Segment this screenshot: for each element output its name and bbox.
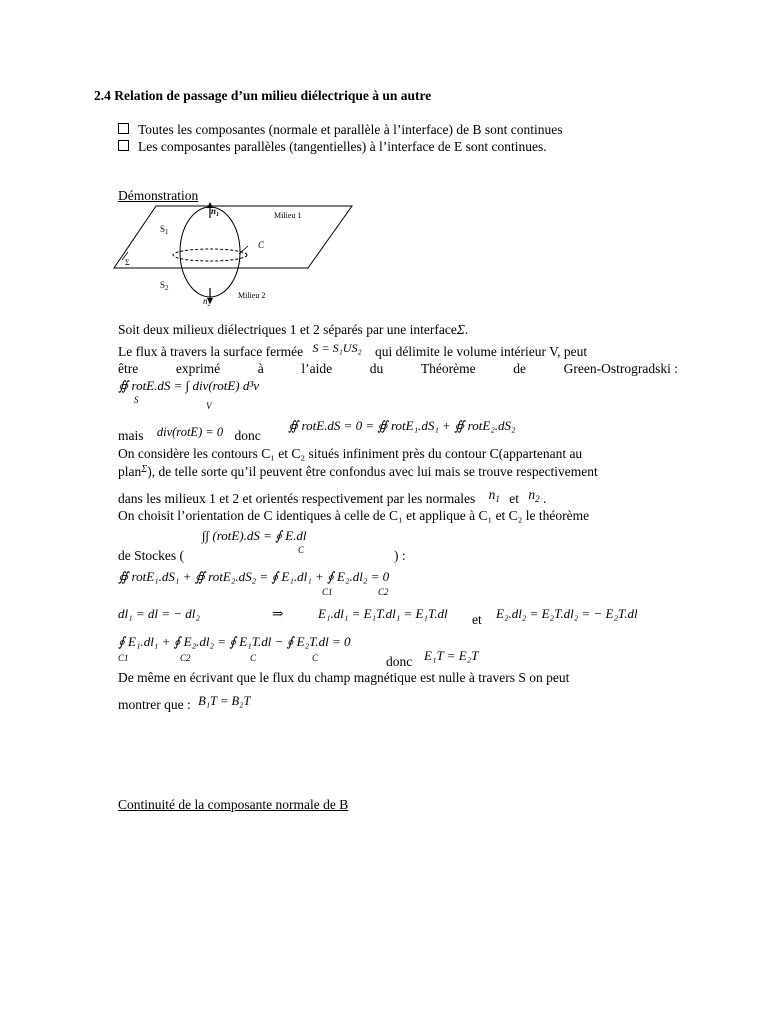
paragraph-line: être exprimé à l’aide du Théorème de Green-Ostrogradski :: [118, 361, 678, 376]
paragraph-line: On choisit l’orientation de C identiques à celle de C₁ et applique à C₁ et C₂ le théorème: [118, 508, 590, 523]
checkbox-icon: [118, 123, 129, 134]
equation-div-rot: div(rotE) = 0: [156, 425, 224, 439]
implies-symbol: ⇒: [272, 606, 284, 621]
s1-label: $S_1$: [160, 224, 169, 236]
paragraph-line: dans les milieux 1 et 2 et orientés respectivement par les normales $n_1$ et $n_2$ .: [118, 487, 547, 506]
interface-plane: [114, 206, 352, 268]
n1-label: $n_1$: [211, 206, 220, 218]
equation-e-continuity: E₁T = E₂T: [424, 648, 479, 663]
checkbox-icon: [118, 140, 129, 151]
paragraph-line: montrer que : B₁T = B₂T: [118, 694, 251, 712]
bullet-item: [118, 139, 547, 155]
equation-stokes: ∫∫ (rotE).dS = ∮ E.dl: [202, 528, 307, 543]
s2-label: $S_2$: [160, 280, 169, 292]
milieu1-label: Milieu 1: [274, 211, 302, 220]
equation-e1-relation: E₁.dl₁ = E₁T.dl₁ = E₁T.dl: [318, 606, 448, 621]
paragraph-line: mais div(rotE) = 0 donc: [118, 425, 261, 443]
equation-flux-split: ∯ rotE.dS = 0 = ∯ rotE₁.dS₁ + ∯ rotE₂.dS₂: [288, 418, 516, 433]
equation-circulation-sum: ∮ E₁.dl₁ + ∮ E₂.dl₂ = ∮ E₁T.dl − ∮ E₂T.dl = 0: [118, 634, 351, 649]
paragraph-line: On considère les contours C₁ et C₂ situés infiniment près du contour C(appartenant au: [118, 446, 583, 461]
equation-s-union: S = S₁US₂: [312, 341, 362, 355]
paragraph-line: de Stockes ( ) :: [118, 548, 406, 563]
demo-heading: Démonstration: [118, 188, 199, 203]
n1-symbol: $n_1$: [488, 487, 500, 504]
contour-c: [173, 249, 247, 261]
bullet-item: [118, 122, 563, 138]
c-label: C: [258, 240, 265, 250]
sigma-symbol: Σ: [456, 322, 465, 337]
section-title: 2.4 Relation de passage d’un milieu diélectrique à un autre: [94, 88, 432, 103]
paragraph-line: Le flux à travers la surface fermée S = S₁US₂ qui délimite le volume intérieur V, peut: [118, 341, 588, 359]
paragraph-line: Soit deux milieux diélectriques 1 et 2 séparés par une interfaceΣ.: [118, 322, 469, 337]
equation-stokes-split: ∯ rotE₁.dS₁ + ∯ rotE₂.dS₂ = ∮ E₁.dl₁ + ∮ E₂.dl₂ = 0: [118, 569, 390, 584]
interface-figure: [112, 196, 362, 308]
paragraph-line: De même en écrivant que le flux du champ magnétique est nulle à travers S on peut: [118, 670, 570, 685]
equation-dl-relation: dl₁ = dl = − dl₂: [118, 606, 200, 621]
n2-symbol: $n_2$: [528, 487, 540, 504]
closed-surface: [180, 207, 240, 297]
sigma-label: Σ: [125, 258, 130, 267]
milieu2-label: Milieu 2: [238, 291, 266, 300]
equation-green-ostrogradski: ∯ rotE.dS = ∫ div(rotE) d³v: [118, 378, 260, 393]
bullet-text: Toutes les composantes (normale et parallèle à l’interface) de B sont continues: [138, 122, 563, 137]
equation-b-continuity: B₁T = B₂T: [198, 694, 251, 708]
equation-e2-relation: E₂.dl₂ = E₂T.dl₂ = − E₂T.dl: [496, 606, 638, 621]
paragraph-line: plan$^\Sigma$), de telle sorte qu’il peuvent être confondus avec lui mais se trouve respectivement: [118, 464, 598, 479]
n2-label: $n_2$: [203, 296, 211, 308]
bullet-text: Les composantes parallèles (tangentielles) à l’interface de E sont continues.: [138, 139, 547, 154]
continuity-heading: Continuité de la composante normale de B: [118, 797, 349, 812]
